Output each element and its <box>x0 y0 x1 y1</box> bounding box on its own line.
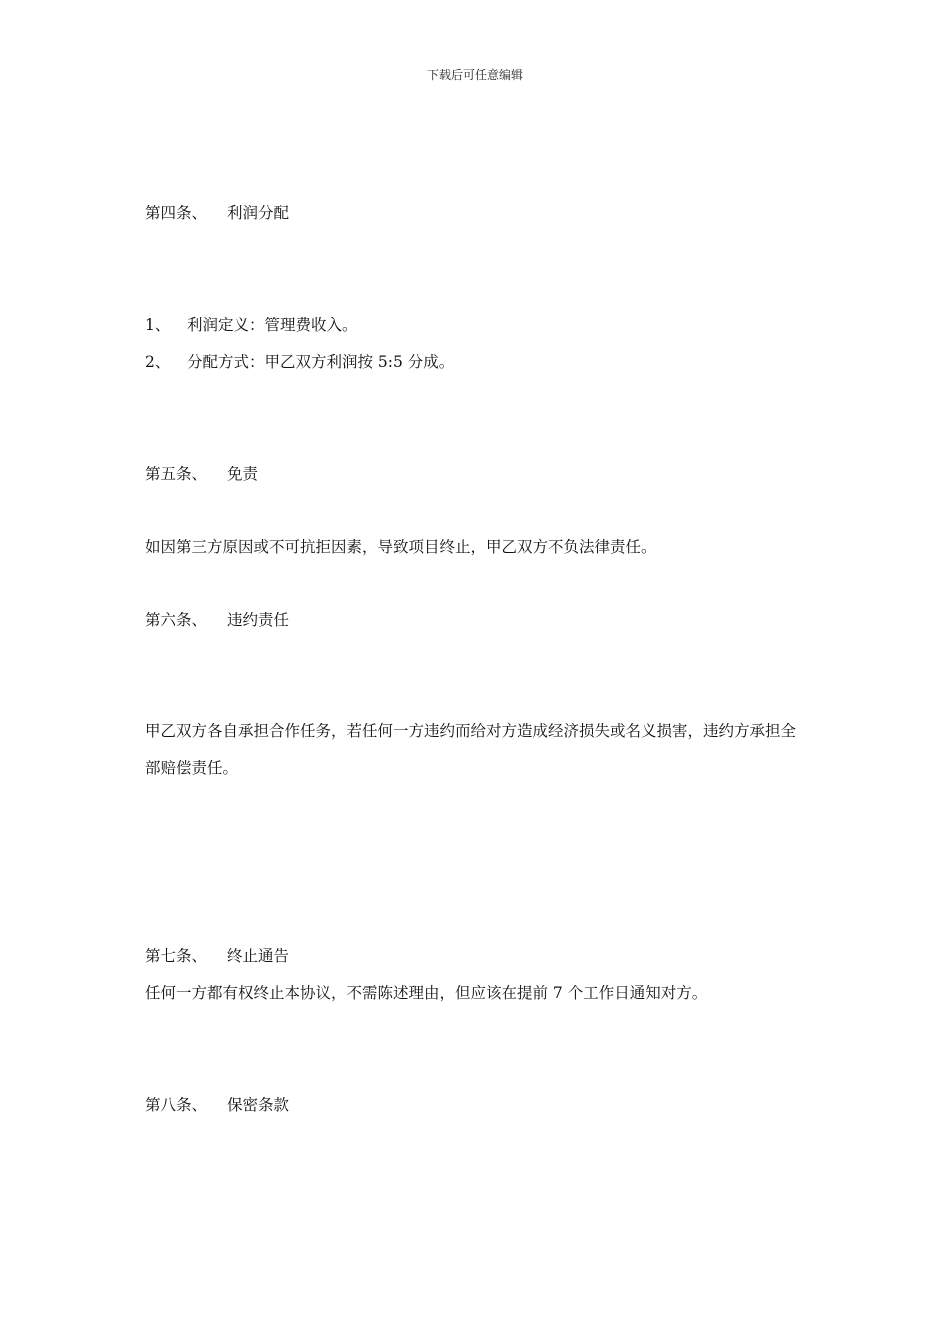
article-6-title: 违约责任 <box>227 611 290 629</box>
article-4-title: 利润分配 <box>227 204 290 222</box>
item-number: 2、 <box>145 353 171 371</box>
article-5-body: 如因第三方原因或不可抗拒因素，导致项目终止，甲乙双方不负法律责任。 <box>145 538 657 556</box>
article-4-item-1 <box>145 314 358 336</box>
article-7-body: 任何一方都有权终止本协议，不需陈述理由，但应该在提前 7 个工作日通知对方。 <box>145 984 708 1002</box>
article-6-heading <box>145 609 289 631</box>
article-7-number: 第七条、 <box>145 947 208 965</box>
header-note: 下载后可任意编辑 <box>426 68 523 82</box>
item-text: 分配方式：甲乙双方利润按 5:5 分成。 <box>187 353 455 371</box>
item-text: 利润定义：管理费收入。 <box>187 316 358 334</box>
article-6-number: 第六条、 <box>145 611 208 629</box>
article-5-heading <box>145 463 258 485</box>
item-number: 1、 <box>145 316 171 334</box>
article-4-heading <box>145 202 289 224</box>
article-5-number: 第五条、 <box>145 465 208 483</box>
article-7-heading <box>145 945 289 967</box>
article-4-number: 第四条、 <box>145 204 208 222</box>
article-8-number: 第八条、 <box>145 1096 208 1114</box>
article-4-item-2 <box>145 351 454 373</box>
article-8-heading <box>145 1094 289 1116</box>
article-8-title: 保密条款 <box>227 1096 290 1114</box>
article-7-title: 终止通告 <box>227 947 290 965</box>
article-5-title: 免责 <box>227 465 259 483</box>
article-6-body: 甲乙双方各自承担合作任务，若任何一方违约而给对方造成经济损失或名义损害，违约方承担全部赔偿责任。 <box>145 722 797 777</box>
